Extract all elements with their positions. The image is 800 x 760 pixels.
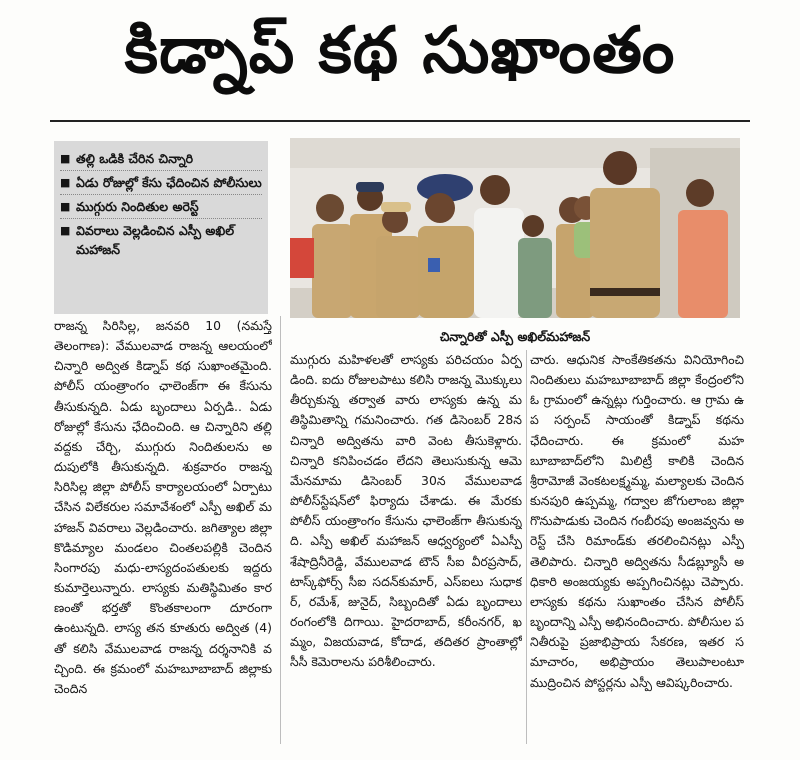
article-column-2: ముగ్గురు మహిళలతో లాస్యకు పరిచయం ఏర్పడింది. ఐదు రోజులపాటు కలిసి రాజన్న మొక్కులు తీర్చుకున్న తర్వాత వారు లాస్యకు ఉన్న మతిస్థిమితాన్ని గమనించారు. గత డిసెంబర్ 28న చిన్నారి అద్వితను వారి వెంట తీసుకెళ్లారు. చిన్నారి కనిపించడం లేదని తెలుసుకున్న ఆమె మేనమామ డిసెంబర్ 30న వేములవాడ పోలీస్‌స్టేషన్‌లో ఫిర్యాదు చేశాడు. ఈ మేరకు పోలీస్ యంత్రాంగం కేసును ఛాలెంజ్‌గా తీసుకున్నది. ఎస్పీ అఖిల్ మహాజన్ ఆధ్వర్యంలో ఏఎస్పీ శేషాద్రినీరెడ్డి, వేములవాడ టౌన్ సీఐ వీరప్రసాద్, టాస్క్‌ఫోర్స్ సీఐ సదన్‌కుమార్, ఎస్ఐలు సుధాకర్, రమేశ్, జునైద్, సిబ్బందితో ఏడు బృందాలు రంగంలోకి దిగాయి. హైదరాబాద్, కరీంనగర్, ఖమ్మం, విజయవాడ, కోదాడ, తదితర ప్రాంతాల్లో సీసీ కెమెరాలను పరిశీలించారు. <box>290 352 522 670</box>
highlight-item <box>60 147 262 171</box>
bullet-square-icon: ■ <box>60 176 71 189</box>
bullet-square-icon: ■ <box>60 152 71 165</box>
column-divider <box>526 350 527 744</box>
article-column-3: చారు. ఆధునిక సాంకేతికతను వినియోగించి నిందితులు మహబూబాబాద్ జిల్లా కేంద్రంలోని ఓ గ్రామంలో ఉన్నట్లు గుర్తించారు. ఆ గ్రామ ఉప సర్పంచ్ సాయంతో కిడ్నాప్ కథను ఛేదించారు. ఈ క్రమంలో మహబూబాబాద్‌లోని మిలిట్రీ కాలికి చెందిన శ్రీరామోజీ వెంకటలక్ష్మమ్మ, మల్యాలకు చెందిన కునపురి ఉప్పమ్మ, గద్వాల జోగులాంబ జిల్లా గొనుపాడుకు చెందిన గంబీరపు అంజవ్వను అరెస్ట్ చేసి రిమాండ్‌కు తరలించినట్లు ఎస్పీ తెలిపారు. చిన్నారి అద్వితను సీడబ్ల్యూసీ అధికారి అంజయ్యకు అప్పగించినట్లు చెప్పారు. లాస్యకు కథను సుఖాంతం చేసిన పోలీస్ బృందాన్ని ఎస్పీ అభినందించారు. పోలీసుల పనితీరుపై ప్రజాభిప్రాయ సేకరణ, ఇతర సమాచారం, అభిప్రాయం తెలుపాలంటూ ముద్రించిన పోస్టర్లను ఎస్పీ ఆవిష్కరించారు. <box>530 352 744 690</box>
highlights-box <box>54 141 268 314</box>
headline: కిడ్నాప్ కథ సుఖాంతం <box>124 13 676 88</box>
highlight-text: వివరాలు వెల్లడించిన ఎస్పీ అఖిల్ మహాజన్ <box>76 223 235 257</box>
article-column-1: రాజన్న సిరిసిల్ల, జనవరి 10 (నమస్తే తెలంగాణ): వేములవాడ రాజన్న ఆలయంలో చిన్నారి అద్విత కిడ్నాప్ కథ సుఖాంతమైంది. పోలీస్ యంత్రాంగం ఛాలెంజ్‌గా ఈ కేసును తీసుకున్నది. ఏడు బృందాలు ఏర్పడి.. ఏడు రోజుల్లో కేసును ఛేదించింది. ఆ చిన్నారిని తల్లి వద్దకు చేర్చి, ముగ్గురు నిందితులను అదుపులోకి తీసుకున్నది. శుక్రవారం రాజన్న సిరిసిల్ల జిల్లా పోలీస్ కార్యాలయంలో ఏర్పాటు చేసిన విలేకరుల సమావేశంలో ఎస్పీ అఖిల్ మహాజన్ వివరాలు వెల్లడించారు. జగిత్యాల జిల్లా కొడిమ్యాల మండలం చింతలపల్లికి చెందిన సింగారపు మధు-లాస్యదంపతులకు ఇద్దరు కుమార్తెలున్నారు. లాస్యకు మతిస్థిమితం కారణంతో భర్తతో కొంతకాలంగా దూరంగా ఉంటున్నది. లాస్య తన కూతురు అద్విత (4)తో కలిసి వేములవాడ రాజన్న దర్శనానికి వచ్చింది. ఈ క్రమంలో మహబూబాబాద్ జిల్లాకు చెందిన <box>54 318 272 696</box>
highlight-text: ఏడు రోజుల్లో కేసు ఛేదించిన పోలీసులు <box>76 175 262 190</box>
highlight-text: తల్లి ఒడికి చేరిన చిన్నారి <box>76 151 194 166</box>
highlight-text: ముగ్గురు నిందితుల అరెస్ట్ <box>76 199 199 214</box>
news-photo <box>290 138 740 318</box>
bullet-square-icon: ■ <box>60 200 71 213</box>
highlight-item <box>60 219 262 261</box>
photo-group-police-with-child-icon <box>290 138 740 318</box>
column-divider <box>280 316 281 744</box>
bullet-square-icon: ■ <box>60 224 71 237</box>
headline-rule <box>50 120 750 122</box>
highlight-item <box>60 195 262 219</box>
highlight-item <box>60 171 262 195</box>
photo-caption: చిన్నారితో ఎస్పీ అఖిల్‌మహాజన్ <box>439 329 591 344</box>
